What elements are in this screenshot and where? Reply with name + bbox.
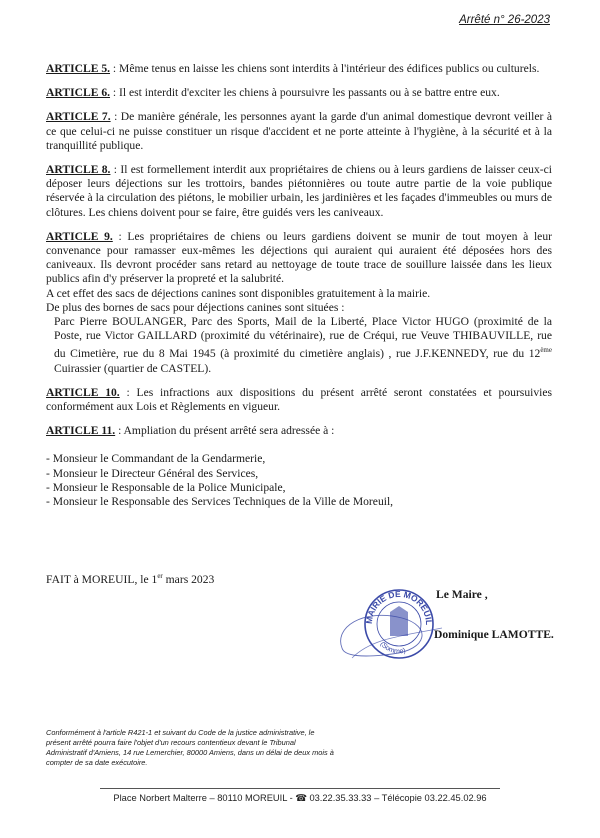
mayor-name: Dominique LAMOTTE. (434, 628, 554, 641)
locations-text: Parc Pierre BOULANGER, Parc des Sports, Mail de la Liberté, Place Victor HUGO (proximité de la Poste, rue Victor GAILLARD (proximité du vétérinaire), rue de Créqui, rue Veuve THIBAUVILLE, rue du Cimetière, rue du 8 Mai 1945 (à proximité du cimetière anglais) , rue J.F.KENNEDY, rue du 12 (54, 315, 552, 361)
article-text: : Il est formellement interdit aux propriétaires de chiens ou à leurs gardiens de laisser ceux-ci déposer leurs déjections sur les trottoirs, bandes piétonnières ou toute autre partie de la voie publique réservée à la circulation des piétons, le mobilier urbain, les jardinières et les façades d'immeubles ou murs de clôtures. Les chiens doivent pour se faire, être guidés vers les caniveaux. (46, 163, 553, 219)
mayor-title: Le Maire , (436, 588, 488, 601)
mayor-stamp-seal (332, 578, 452, 670)
locations-text-end: Cuirassier (quartier de CASTEL). (54, 361, 212, 375)
recipient-item: - Monsieur le Directeur Général des Services, (46, 466, 259, 480)
article-text: : Ampliation du présent arrêté sera adressée à : (115, 424, 335, 438)
locations-superscript: ème (540, 346, 552, 355)
article-label: ARTICLE 5. (46, 62, 111, 75)
article-text: : Les infractions aux dispositions du présent arrêté seront constatées et poursuivies conformément aux Lois et Règlements en vigueur. (46, 385, 553, 413)
article-label: ARTICLE 7. (46, 110, 111, 124)
article-text: : Même tenus en laisse les chiens sont interdits à l'intérieur des édifices publics ou culturels. (110, 62, 540, 75)
fait-superscript: er (157, 572, 163, 580)
article-label: ARTICLE 9. (46, 229, 113, 243)
arrete-reference: Arrêté n° 26-2023 (459, 14, 550, 26)
seal-top-text: MAIRIE DE MOREUIL (363, 588, 435, 626)
article-9 (46, 230, 552, 376)
article-text: : De manière générale, les personnes ayant la garde d'un animal domestique devront veiller à ce que celui-ci ne puisse constituer un risque d'accident et ne porte atteinte à l'hygiène, à la sécurité et à la tranquillité publique. (46, 110, 553, 152)
articles-body (46, 62, 552, 509)
article-text: : Il est interdit d'exciter les chiens à poursuivre les passants ou à se battre entre eux. (110, 86, 500, 100)
article-11 (46, 424, 552, 438)
article-7 (46, 110, 552, 153)
fait-text: FAIT à MOREUIL, le 1 (46, 572, 158, 586)
article-label: ARTICLE 11. (46, 424, 116, 438)
footer-divider (100, 788, 500, 789)
legal-footnote: Conformément à l'article R421-1 et suivant du Code de la justice administrative, le présent arrêté pourra faire l'objet d'un recours contentieux devant le Tribunal Administratif d'Amiens, 14 rue Lemerchier, 80000 Amiens, dans un délai de deux mois à compter de sa date exécutoire. (46, 728, 334, 767)
article-label: ARTICLE 6. (46, 86, 111, 100)
footer-address: Place Norbert Malterre – 80110 MOREUIL - ☎ 03.22.35.33.33 – Télécopie 03.22.45.02.96 (113, 793, 487, 803)
article-label: ARTICLE 8. (46, 163, 111, 177)
article-9-bags-line: A cet effet des sacs de déjections canines sont disponibles gratuitement à la mairie. (46, 286, 431, 300)
fait-date: mars 2023 (162, 572, 215, 586)
article-label: ARTICLE 10. (46, 385, 120, 399)
article-10 (46, 386, 552, 414)
article-6 (46, 86, 552, 100)
recipient-item: - Monsieur le Responsable des Services Techniques de la Ville de Moreuil, (46, 494, 394, 508)
signature-place-date (46, 572, 214, 586)
article-5 (46, 62, 552, 76)
recipients-list (46, 452, 552, 509)
article-9-bornes-line: De plus des bornes de sacs pour déjections canines sont situées : (46, 300, 345, 314)
seal-bottom-text: (Somme) (378, 640, 407, 656)
recipient-item: - Monsieur le Commandant de la Gendarmerie, (46, 452, 266, 466)
article-text: : Les propriétaires de chiens ou leurs gardiens doivent se munir de tout moyen à leur convenance pour ramasser eux-mêmes les déjections qui auraient qui auraient été déposées hors des caniveaux. Ils devront procéder sans retard au nettoyage de toute trace de souillure laissée dans les lieux publics afin d'y préserver la propreté et la salubrité. (46, 229, 552, 286)
article-9-locations (46, 315, 552, 376)
recipient-item: - Monsieur le Responsable de la Police Municipale, (46, 480, 286, 494)
article-8 (46, 163, 552, 220)
